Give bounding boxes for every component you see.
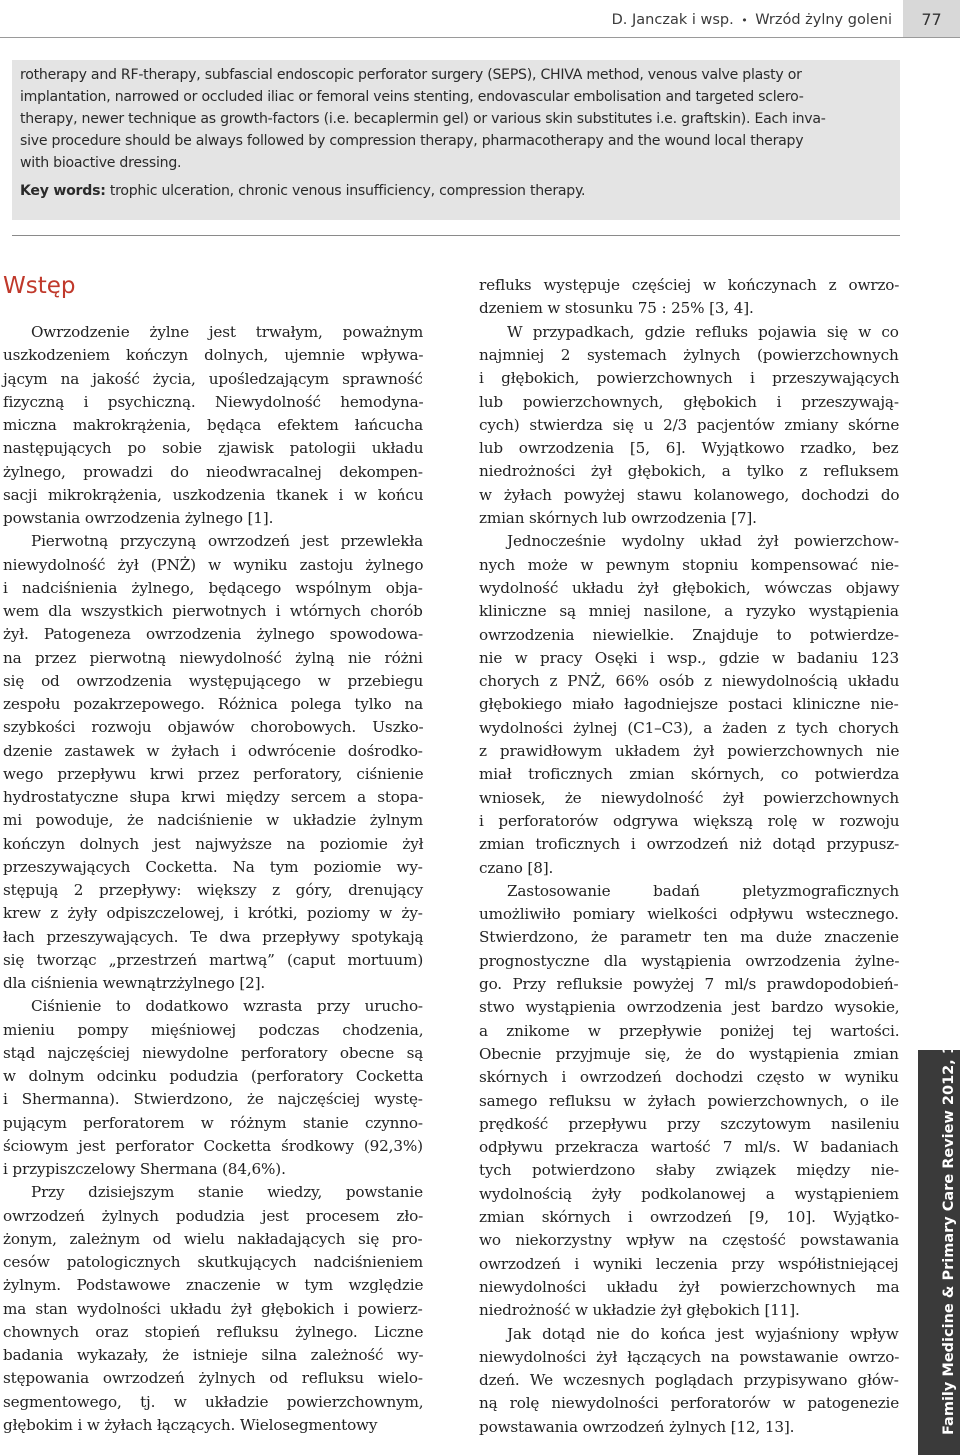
- text-line: żył. Patogeneza owrzodzenia żylnego spowodowa-: [3, 625, 424, 644]
- text-line: wydolności żylnej (C1–C3), a żaden z tych chorych: [479, 718, 899, 737]
- text-line: dzenie zastawek w żyłach i odwrócenie dośrodko-: [3, 741, 423, 760]
- text-line: niedrożność w układzie żył głębokich [11].: [479, 1301, 800, 1320]
- text-line: dzeniem w stosunku 75 : 25% [3, 4].: [479, 299, 754, 318]
- text-line: nie w pracy Osęki i wsp., gdzie w badaniu 123: [479, 648, 900, 667]
- text-line: Zastosowanie badań pletyzmograficznych: [507, 881, 900, 900]
- text-line: kliniczne są mniej nasilone, a ryzyko wystąpienia: [479, 602, 899, 621]
- text-line: odpływu przekracza wartość 7 ml/s. W badaniach: [479, 1138, 899, 1157]
- abstract-line: rotherapy and RF-therapy, subfascial endoscopic perforator surgery (SEPS), CHIVA method, venous valve plasty or: [20, 67, 802, 83]
- text-line: chorych z PNŻ, 66% osób z niewydolnością układu: [479, 672, 900, 691]
- text-line: umożliwiło pomiary wielkości odpływu wstecznego.: [479, 905, 899, 924]
- text-line: W przypadkach, gdzie refluks pojawia się w co: [507, 322, 899, 341]
- text-line: prędkość przepływu przy szczytowym nasileniu: [479, 1114, 900, 1133]
- text-line: fizyczną i psychiczną. Niewydolność hemodyna-: [3, 392, 424, 411]
- text-line: szybkości rozwoju objawów chorobowych. Uszko-: [3, 718, 424, 737]
- text-line: w żyłach powyżej stawu kolanowego, dochodzi do: [479, 485, 900, 504]
- text-line: żylnego, prowadzi do nieodwracalnej dekompen-: [3, 462, 423, 481]
- text-line: skórnych i owrzodzeń dochodzi często w wyniku: [479, 1068, 899, 1087]
- text-line: prognostyczne dla wystąpienia owrzodzenia żylne-: [479, 951, 900, 970]
- page-number: 77: [903, 0, 960, 37]
- text-line: niewydolności układu żył powierzchownych ma: [479, 1277, 900, 1296]
- text-line: Jak dotąd nie do końca jest wyjaśniony wpływ: [507, 1324, 899, 1343]
- text-line: mi powoduje, że nadciśnienie w układzie żylnym: [3, 811, 424, 830]
- text-line: i Shermanna). Stwierdzono, że najczęściej wystę-: [3, 1090, 423, 1109]
- text-line: się tworząc „przestrzeń martwą” (caput mortuum): [3, 950, 424, 969]
- text-line: jącym na jakość życia, upośledzającym sprawność: [3, 369, 423, 388]
- abstract-line: sive procedure should be always followed by compression therapy, pharmacotherapy and the wound local therapy: [20, 133, 804, 149]
- text-line: Jednocześnie wydolny układ żył powierzchow-: [507, 532, 899, 551]
- text-line: krew z żyły odpiszczelowej, i krótki, poziomy w ży-: [3, 904, 423, 923]
- text-line: sacji mikrokrążenia, uszkodzenia tkanek i w końcu: [3, 485, 424, 504]
- text-line: łach przeszywających. Te dwa przepływy spotykają: [3, 927, 424, 946]
- text-line: Obecnie przyjmuje się, że do wystąpienia zmian: [479, 1044, 899, 1063]
- text-line: samego refluksu w żyłach powierzchownych, o ile: [479, 1091, 899, 1110]
- text-line: refluks występuje częściej w kończynach z owrzo-: [479, 276, 900, 294]
- text-line: niedrożności żył głębokich, a tylko z refluksem: [479, 462, 899, 481]
- text-line: owrzodzenia niewielkie. Znajduje to potwierdze-: [479, 625, 899, 644]
- text-line: pującym perforatorem w różnym stanie czynno-: [3, 1113, 423, 1132]
- running-head: [360, 8, 892, 32]
- text-line: segmentowego, tj. w układzie powierzchownym,: [3, 1392, 424, 1411]
- text-line: nych może w pewnym stopniu kompensować nie-: [479, 555, 899, 574]
- text-line: hydrostatyczne słupa krwi między sercem a stopa-: [3, 788, 424, 806]
- keywords-text: trophic ulceration, chronic venous insufficiency, compression therapy.: [105, 183, 586, 199]
- text-line: wego przepływu krwi przez perforatory, ciśnienie: [3, 764, 424, 783]
- text-line: zmian skórnych lub owrzodzenia [7].: [479, 509, 757, 527]
- text-line: mieniu pompy mięśniowej podczas chodzenia,: [3, 1020, 424, 1039]
- text-line: cych) stwierdza się u 2/3 pacjentów zmiany skórne: [479, 415, 900, 434]
- text-line: miczna makrokrążenia, będąca efektem łańcucha: [3, 416, 423, 434]
- text-line: niewydolności żył łączących na powstawanie owrzo-: [479, 1347, 900, 1366]
- text-line: w dolnym odcinku podudzia (perforatory Cocketta: [3, 1067, 424, 1085]
- text-line: na przez pierwotną niewydolność żylną nie różni: [3, 648, 423, 667]
- text-line: wniosek, że niewydolność żył powierzchownych: [479, 788, 900, 807]
- text-line: zespołu pozakrzepowego. Różnica polega tylko na: [3, 695, 424, 713]
- text-line: wo niekorzystny wpływ na częstość powstawania: [479, 1231, 900, 1250]
- journal-side-label: Family Medicine & Primary Care Review 2012, 14, 1: [941, 1013, 957, 1435]
- text-line: i przypiszczelowy Shermana (84,6%).: [3, 1160, 286, 1178]
- text-line: Przy dzisiejszym stanie wiedzy, powstanie: [31, 1183, 423, 1202]
- text-line: powstawania owrzodzeń żylnych [12, 13].: [479, 1417, 795, 1436]
- bullet-separator: •: [737, 14, 752, 27]
- text-line: powstania owrzodzenia żylnego [1].: [3, 509, 274, 527]
- keywords-label: Key words:: [20, 183, 106, 199]
- text-line: niewydolność żył (PNŻ) w wyniku zastoju żylnego: [3, 555, 424, 574]
- text-line: i głębokich, powierzchownych i przeszywających: [479, 369, 900, 388]
- abstract-box: [12, 60, 900, 220]
- text-line: najmniej 2 systemach żylnych (powierzchownych: [479, 345, 899, 364]
- text-line: Stwierdzono, że parametr ten ma duże znaczenie: [479, 928, 899, 947]
- text-line: a znikome w przepływie poniżej tej wartości.: [479, 1021, 900, 1040]
- text-line: Ciśnienie to dodatkowo wzrasta przy urucho-: [31, 997, 423, 1016]
- text-line: żylnym. Podstawowe znaczenie w tym względzie: [3, 1276, 424, 1295]
- text-line: dzeń. We wczesnych poglądach przypisywano głów-: [479, 1371, 899, 1390]
- running-head-title: Wrzód żylny goleni: [755, 12, 892, 28]
- header-rule: [0, 37, 960, 38]
- text-line: lub owrzodzenia [5, 6]. Wyjątkowo rzadko, bez: [479, 439, 899, 458]
- text-line: stępują 2 przepływy: większy z góry, drenujący: [3, 881, 424, 899]
- text-line: lub powierzchownych, głębokich i przeszywają-: [479, 392, 899, 411]
- text-line: owrzodzeń żylnych podudzia jest procesem zło-: [3, 1206, 424, 1225]
- running-head-authors: D. Janczak i wsp.: [611, 12, 734, 28]
- text-line: ma stan wydolności układu żył głębokich i powierz-: [3, 1299, 423, 1318]
- text-line: stępowania owrzodzeń żylnych od refluksu wielo-: [3, 1369, 423, 1388]
- text-line: się od owrzodzenia występującego w przebiegu: [3, 671, 424, 690]
- text-line: wem dla wszystkich pierwotnych i wtórnych chorób: [3, 602, 423, 620]
- text-line: zmian troficznych i owrzodzeń niż dotąd przypusz-: [479, 835, 900, 854]
- text-line: i nadciśnienia żylnego, będącego wspólnym obja-: [3, 578, 423, 597]
- text-line: z prawidłowym układem żył powierzchownych nie: [479, 742, 900, 760]
- text-line: ną rolę niewydolności perforatorów w patogenezie: [479, 1394, 900, 1413]
- text-line: stwo wystąpienia owrzodzenia jest bardzo wysokie,: [479, 998, 900, 1017]
- text-line: cesów patologicznych skutkujących nadciśnieniem: [3, 1253, 423, 1271]
- keywords-line: [20, 180, 585, 202]
- text-line: następujących po sobie zjawisk patologii układu: [3, 439, 424, 458]
- text-line: Owrzodzenie żylne jest trwałym, poważnym: [31, 323, 424, 341]
- abstract-line: with bioactive dressing.: [20, 155, 182, 171]
- text-line: stąd najczęściej niewydolne perforatory obecne są: [3, 1043, 424, 1062]
- text-line: badania wykazały, że istnieje silna zależność wy-: [3, 1346, 424, 1364]
- section-rule: [12, 235, 900, 236]
- text-line: wydolność układu żył głębokich, wówczas objawy: [479, 578, 900, 597]
- text-line: Pierwotną przyczyną owrzodzeń jest przewlekła: [31, 532, 424, 551]
- text-line: głębokim i w żyłach łączących. Wielosegmentowy: [3, 1415, 378, 1434]
- text-line: tych potwierdzono słaby związek między nie-: [479, 1161, 900, 1180]
- text-line: żonym, zależnym od wielu nakładających się pro-: [3, 1229, 423, 1248]
- text-line: owrzodzeń i wyniki leczenia przy współistniejącej: [479, 1254, 899, 1273]
- section-heading: Wstęp: [3, 273, 76, 299]
- text-line: głębokiego miało łagodniejsze postaci kliniczne nie-: [479, 695, 899, 714]
- abstract-line: therapy, newer technique as growth-factors (i.e. becaplermin gel) or various skin substitutes i.e. graftskin). Each inva-: [20, 111, 826, 127]
- text-line: przeszywających Cocketta. Na tym poziomie wy-: [3, 857, 423, 876]
- text-line: wydolnością żyły podkolanowej a wystąpieniem: [479, 1184, 899, 1203]
- text-line: kończyn dolnych jest najwyższe na poziomie żył: [3, 834, 424, 853]
- text-line: i perforatorów odgrywa większą rolę w rozwoju: [479, 811, 900, 830]
- text-line: ściowym jest perforator Cocketta środkowy (92,3%): [3, 1136, 423, 1155]
- text-line: go. Przy refluksie powyżej 7 ml/s prawdopodobień-: [479, 975, 899, 993]
- text-line: czano [8].: [479, 858, 554, 877]
- text-line: zmian skórnych i owrzodzeń [9, 10]. Wyjątko-: [479, 1208, 900, 1226]
- text-line: miał troficznych zmian skórnych, co potwierdza: [479, 765, 900, 784]
- text-line: uszkodzeniem kończyn dolnych, ujemnie wpływa-: [3, 346, 424, 365]
- text-line: dla ciśnienia wewnątrzżylnego [2].: [3, 974, 266, 992]
- text-line: chownych oraz stopień refluksu żylnego. Liczne: [3, 1322, 424, 1341]
- abstract-line: implantation, narrowed or occluded iliac or femoral veins stenting, endovascular embolisation and targeted sclero-: [20, 89, 804, 105]
